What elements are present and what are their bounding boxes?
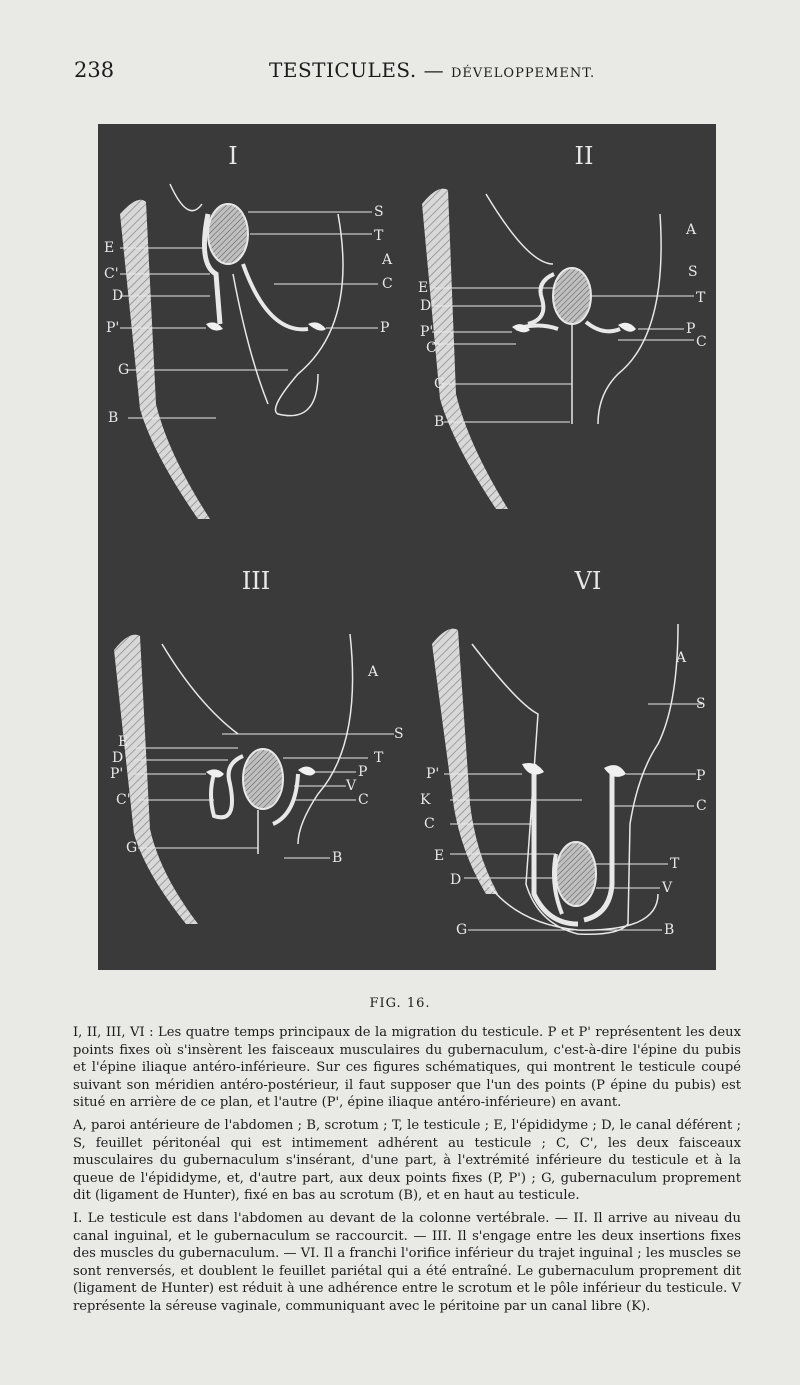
panel-4-label-A: A — [676, 650, 687, 666]
panel-3-label-P-prime: P' — [110, 766, 124, 782]
panel-3-wall — [298, 634, 353, 844]
panel-1-label-B: B — [108, 410, 119, 426]
caption-paragraph-1 — [73, 1024, 741, 1112]
panel-1-label-G: G — [118, 362, 130, 378]
panel-1 — [104, 142, 393, 519]
panel-1-gubernaculum-g — [233, 274, 268, 404]
panel-3-label-V: V — [346, 778, 357, 794]
caption-paragraph-2 — [73, 1117, 741, 1205]
panel-3-numeral: III — [241, 567, 271, 595]
panel-3-label-P: P — [358, 764, 368, 780]
page-number: 238 — [74, 58, 115, 82]
panel-1-testicle — [208, 204, 248, 264]
panel-2-label-S: S — [688, 264, 698, 280]
panel-4-label-C: C — [424, 816, 435, 832]
panel-1-numeral: I — [228, 142, 238, 170]
panel-4-label-P: P — [696, 768, 706, 784]
running-head — [74, 58, 740, 88]
panel-3-label-G: G — [126, 840, 138, 856]
panel-2-epididymis — [528, 274, 554, 324]
panel-2-label-C-prime: C' — [426, 340, 441, 356]
panel-1-gubernaculum-c — [243, 264, 308, 329]
panel-3-peritoneum — [162, 644, 238, 734]
panel-2-numeral: II — [574, 142, 594, 170]
panel-3-label-D: D — [112, 750, 124, 766]
title-dash: — — [423, 58, 445, 82]
panel-3-label-A: A — [368, 664, 379, 680]
panel-1-peritoneum — [170, 184, 202, 211]
panel-2-label-P-prime: P' — [420, 324, 434, 340]
panel-2-label-A: A — [686, 222, 697, 238]
panel-1-label-S: S — [374, 204, 384, 220]
panel-2-wall — [598, 214, 661, 424]
panel-2-testicle — [553, 268, 591, 324]
panel-3-fixed-point-p — [298, 766, 316, 775]
panel-3-label-B: B — [332, 850, 343, 866]
panel-1-label-A: A — [382, 252, 393, 268]
panel-3-label-E: E — [118, 734, 129, 750]
panel-4-label-S: S — [696, 696, 706, 712]
caption-paragraph-3 — [73, 1210, 741, 1316]
panel-4-label-V: V — [662, 880, 673, 896]
panel-4-testicle — [556, 842, 596, 906]
panel-1-label-C: C — [382, 276, 393, 292]
figure-drawing — [98, 124, 716, 970]
panel-4-fixed-point-p — [604, 765, 626, 777]
panel-3-testicle — [243, 749, 283, 809]
panel-3-label-C: C — [358, 792, 369, 808]
panel-3 — [110, 567, 404, 924]
panel-1-fixed-point-p — [308, 322, 326, 330]
panel-4-label-K: K — [420, 792, 431, 808]
panel-4-numeral: VI — [574, 567, 602, 595]
panel-4-label-E: E — [434, 848, 445, 864]
panel-3-fixed-point-p-prime — [206, 769, 224, 777]
panel-1-label-C-prime: C' — [104, 266, 119, 282]
panel-1-label-P-prime: P' — [106, 320, 120, 336]
panel-4-label-B: B — [664, 922, 675, 938]
section-title: DÉVELOPPEMENT. — [450, 66, 596, 81]
panel-2-label-E: E — [418, 280, 429, 296]
panel-4-label-D: D — [450, 872, 462, 888]
panel-1-wall — [276, 214, 344, 416]
panel-2-label-T: T — [696, 290, 706, 306]
panel-1-label-T: T — [374, 228, 384, 244]
panel-3-label-C-prime: C' — [116, 792, 131, 808]
panel-3-epididymis — [211, 756, 243, 817]
panel-4 — [420, 567, 707, 938]
panel-2-label-P: P — [686, 321, 696, 337]
panel-4-label-P-prime: P' — [426, 766, 440, 782]
caption-text-2: A, paroi antérieure de l'abdomen ; B, scrotum ; T, le testicule ; E, l'épididyme ; D, le canal déférent ; S, feuillet péritonéal qui est intimement adhérent au testicule ; C, C', les deux faisceaux musculaires du gubernaculum s'insérant, d'une part, à l'extrémité inférieure du testicule et à la queue de l'épididyme, et, d'autre part, aux deux points fixes (P, P') ; G, gubernaculum proprement dit (ligament de Hunter), fixé en bas au scrotum (B), et en haut au testicule. — [73, 1118, 741, 1204]
panel-2-label-B: B — [434, 414, 445, 430]
caption-text-3: I. Le testicule est dans l'abdomen au devant de la colonne vertébrale. — II. Il arrive au niveau du canal inguinal, et le gubernaculum se raccourcit. — III. Il s'engage entre les deux insertions fixes des muscles du gubernaculum. — VI. Il a franchi l'orifice inférieur du trajet inguinal ; les muscles se sont renversés, et doublent le feuillet pariétal qui a été entraîné. Le gubernaculum proprement dit (ligament de Hunter) est réduit à une adhérence entre le scrotum et le pôle inférieur du testicule. V représente la séreuse vaginale, communiquant avec le péritoine par un canal libre (K). — [73, 1211, 741, 1314]
chapter-title: TESTICULES. — [269, 58, 417, 82]
panel-1-label-P: P — [380, 320, 390, 336]
panel-3-label-T: T — [374, 750, 384, 766]
panel-1-label-E: E — [104, 240, 115, 256]
panel-4-label-C: C — [696, 798, 707, 814]
panel-2-label-G: G — [434, 376, 446, 392]
panel-1-label-D: D — [112, 288, 124, 304]
panel-2-peritoneum — [486, 194, 553, 264]
panel-2-label-C: C — [696, 334, 707, 350]
panel-4-label-G: G — [456, 922, 468, 938]
panel-3-label-S: S — [394, 726, 404, 742]
panel-4-label-T: T — [670, 856, 680, 872]
panel-2-label-D-prime: D' — [420, 298, 436, 314]
running-title — [269, 58, 595, 82]
panel-2-fixed-point-p — [618, 323, 636, 332]
caption-text-1: I, II, III, VI : Les quatre temps principaux de la migration du testicule. P et P' représentent les deux points fixes où s'insèrent les faisceaux musculaires du gubernaculum, c'est-à-dire l'épine du pubis et l'épine iliaque antéro-inférieure. Sur ces figures schématiques, qui montrent le testicule coupé suivant son méridien antéro-postérieur, il faut supposer que l'un des points (P épine du pubis) est situé en arrière de ce plan, et l'autre (P', épine iliaque antéro-inférieure) en avant. — [73, 1025, 741, 1111]
figure-label: FIG. 16. — [369, 996, 431, 1011]
panel-2 — [418, 142, 707, 509]
anatomical-figure-plate — [98, 124, 716, 970]
panel-4-fixed-point-p-prime — [522, 763, 544, 775]
panel-2-gubernaculum-c — [586, 322, 620, 331]
